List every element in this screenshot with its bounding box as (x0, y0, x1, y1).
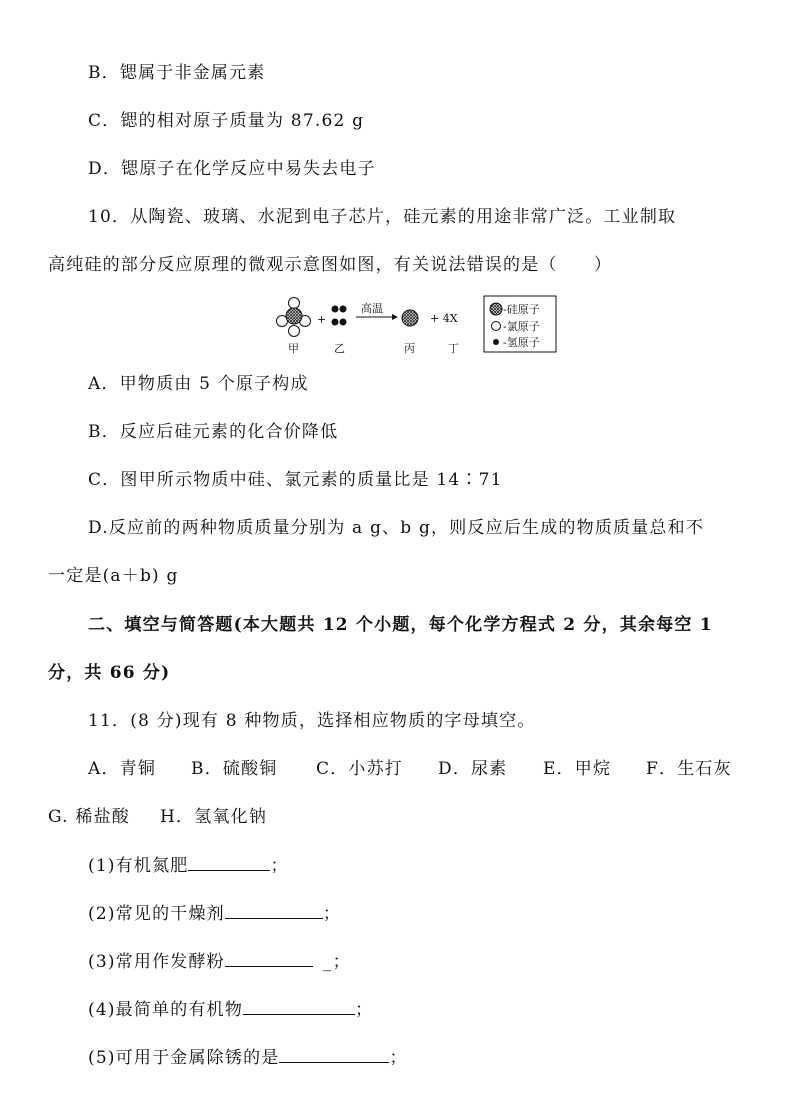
q10-option-b: B．反应后硅元素的化合价降低 (88, 422, 339, 442)
legend-silicon-icon (490, 303, 502, 315)
q10-option-a: A．甲物质由 5 个原子构成 (88, 374, 309, 394)
item-end: ； (322, 904, 342, 924)
q11-item-2 (88, 902, 341, 925)
q10-option-c: C．图甲所示物质中硅、氯元素的质量比是 14∶71 (88, 470, 503, 490)
legend-chlorine: -氯原子 (503, 320, 540, 333)
label-jia: 甲 (288, 342, 299, 355)
molecule-jia (277, 298, 311, 337)
silicon-atom-bing (402, 310, 418, 326)
section2-heading-line2: 分，共 66 分) (48, 663, 171, 683)
answer-blank[interactable] (188, 854, 270, 871)
answer-blank[interactable] (225, 950, 313, 967)
condition-label: 高温 (361, 302, 383, 315)
item-end: ； (389, 1048, 408, 1068)
choice-b: B．硫酸铜 (191, 759, 278, 779)
q10-stem-line2: 高纯硅的部分反应原理的微观示意图如图，有关说法错误的是（ ） (48, 255, 613, 275)
plus-sign: + (317, 313, 327, 326)
choice-a: A．青铜 (88, 759, 157, 779)
choice-g: G. 稀盐酸 (48, 807, 130, 827)
item-label: (3)常用作发酵粉 (88, 952, 225, 972)
choice-d: D．尿素 (438, 759, 508, 779)
item-label: (5)可用于金属除锈的是 (88, 1048, 280, 1068)
section2-heading-line1: 二、填空与简答题(本大题共 12 个小题，每个化学方程式 2 分，其余每空 1 (88, 615, 713, 635)
legend (484, 296, 556, 352)
item-label: (2)常见的干燥剂 (88, 904, 225, 924)
reaction-diagram (270, 294, 560, 356)
legend-hydrogen: -氢原子 (503, 336, 540, 349)
choice-c: C．小苏打 (316, 759, 404, 779)
legend-silicon: -硅原子 (503, 303, 540, 316)
q10-stem-line1: 10．从陶瓷、玻璃、水泥到电子芯片，硅元素的用途非常广泛。工业制取 (88, 207, 677, 227)
legend-hydrogen-icon (493, 339, 499, 345)
q9-option-d: D．锶原子在化学反应中易失去电子 (88, 159, 376, 179)
item-end: ； (270, 856, 289, 876)
choice-e: E．甲烷 (543, 759, 612, 779)
legend-chlorine-icon (492, 322, 501, 331)
item-end: _； (322, 952, 351, 972)
q10-option-d-line1: D.反应前的两种物质质量分别为 a g、b g，则反应后生成的物质质量总和不 (88, 518, 705, 538)
item-label: (4)最简单的有机物 (88, 1000, 244, 1020)
molecule-yi (332, 306, 347, 326)
arrow-head-icon (392, 314, 398, 320)
product-extra: + 4X (430, 312, 458, 325)
label-yi: 乙 (334, 342, 345, 355)
choice-f: F．生石灰 (646, 759, 732, 779)
item-end: ； (355, 1000, 374, 1020)
q11-stem: 11．(8 分)现有 8 种物质，选择相应物质的字母填空。 (88, 711, 536, 731)
label-ding: 丁 (448, 342, 459, 355)
q9-option-b: B．锶属于非金属元素 (88, 63, 266, 83)
q11-item-3 (88, 950, 351, 973)
label-bing: 丙 (404, 342, 415, 355)
q11-item-5 (88, 1046, 408, 1069)
q9-option-c: C．锶的相对原子质量为 87.62 g (88, 111, 365, 131)
answer-blank[interactable] (243, 998, 355, 1015)
item-label: (1)有机氮肥 (88, 856, 189, 876)
answer-blank[interactable] (279, 1046, 389, 1063)
q11-item-4 (88, 998, 373, 1021)
q10-option-d-line2: 一定是(a＋b) g (48, 566, 179, 586)
q11-item-1 (88, 854, 289, 877)
answer-blank[interactable] (225, 902, 323, 919)
choice-h: H．氢氧化钠 (160, 807, 268, 827)
